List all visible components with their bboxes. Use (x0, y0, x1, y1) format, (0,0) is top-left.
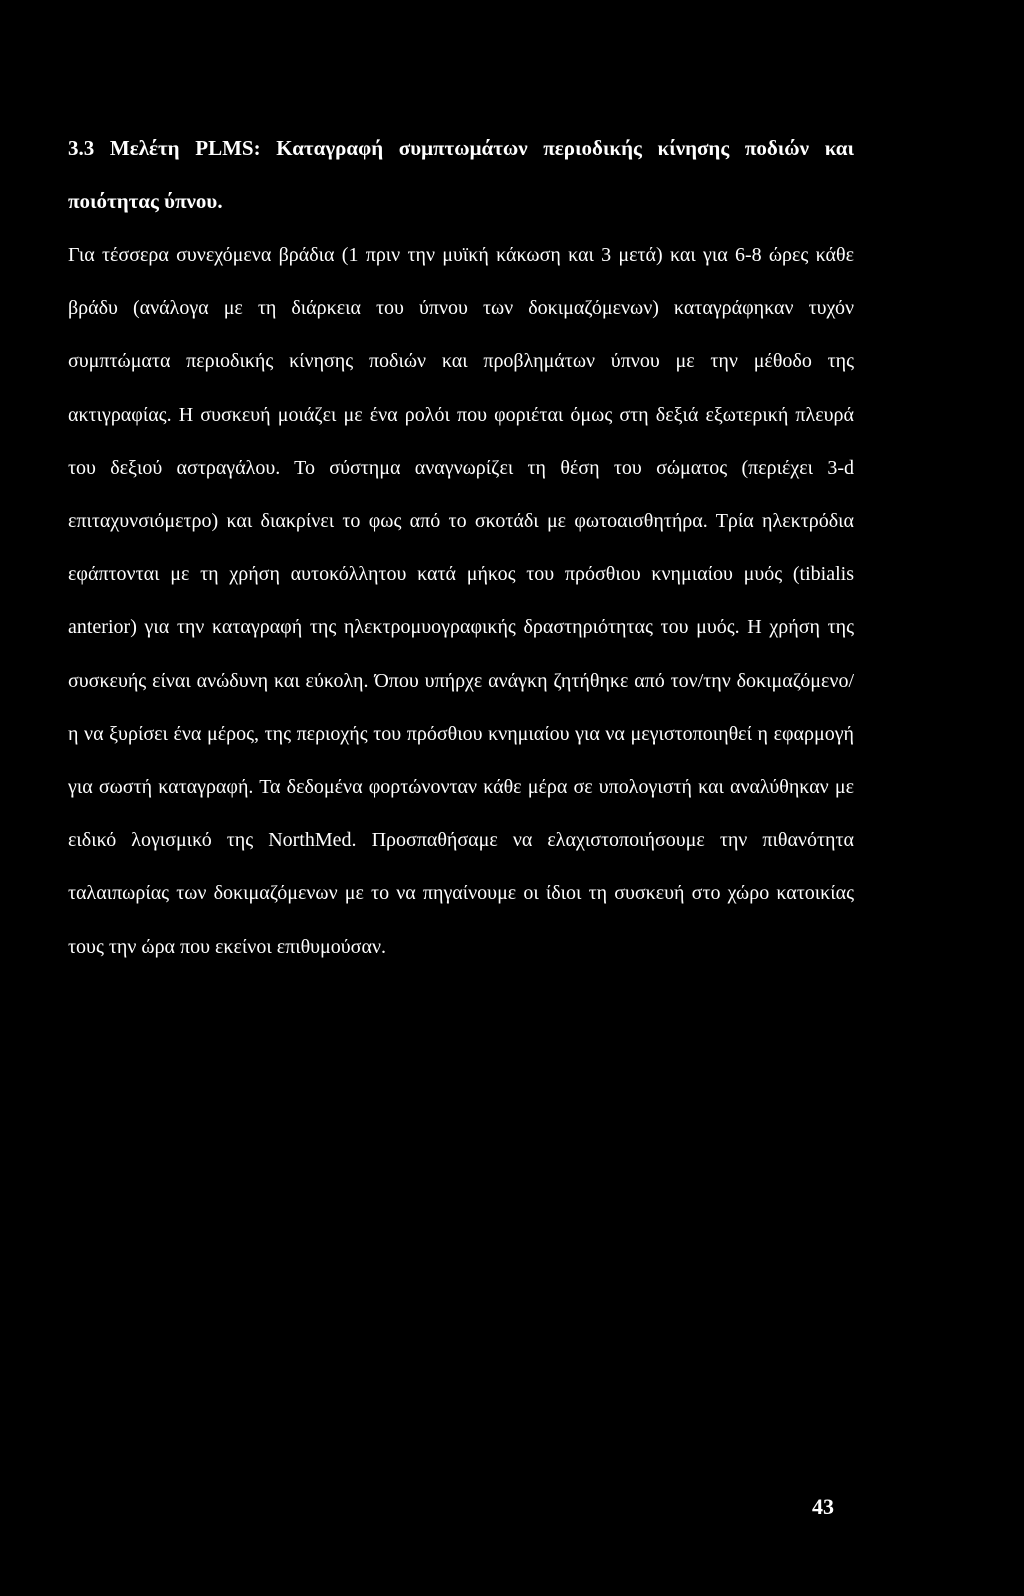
section-heading: 3.3 Μελέτη PLMS: Καταγραφή συμπτωμάτων περιοδικής κίνησης ποδιών και ποιότητας ύπνου. (68, 136, 854, 213)
body-paragraph: Για τέσσερα συνεχόμενα βράδια (1 πριν την μυϊκή κάκωση και 3 μετά) και για 6-8 ώρες κάθε βράδυ (ανάλογα με τη διάρκεια του ύπνου των δοκιμαζόμενων) καταγράφηκαν τυχόν συμπτώματα περιοδικής κίνησης ποδιών και προβλημάτων ύπνου με την μέθοδο της ακτιγραφίας. Η συσκευή μοιάζει με ένα ρολόι που φοριέται όμως στη δεξιά εξωτερική πλευρά του δεξιού αστραγάλου. Το σύστημα αναγνωρίζει τη θέση του σώματος (περιέχει 3-d επιταχυνσιόμετρο) και διακρίνει το φως από το σκοτάδι με φωτοαισθητήρα. Τρία ηλεκτρόδια εφάπτονται με τη χρήση αυτοκόλλητου κατά μήκος του πρόσθιου κνημιαίου μυός (tibialis anterior) για την καταγραφή της ηλεκτρομυογραφικής δραστηριότητας του μυός. Η χρήση της συσκευής είναι ανώδυνη και εύκολη. Όπου υπήρχε ανάγκη ζητήθηκε από τον/την δοκιμαζόμενο/η να ξυρίσει ένα μέρος, της περιοχής του πρόσθιου κνημιαίου για να μεγιστοποιηθεί η εφαρμογή για σωστή καταγραφή. Τα δεδομένα φορτώνονταν κάθε μέρα σε υπολογιστή και αναλύθηκαν με ειδικό λογισμικό της NorthMed. Προσπαθήσαμε να ελαχιστοποιήσουμε την πιθανότητα ταλαιπωρίας των δοκιμαζόμενων με το να πηγαίνουμε οι ίδιοι τη συσκευή στο χώρο κατοικίας τους την ώρα που εκείνοι επιθυμούσαν. (68, 244, 854, 958)
page-number: 43 (812, 1494, 834, 1519)
